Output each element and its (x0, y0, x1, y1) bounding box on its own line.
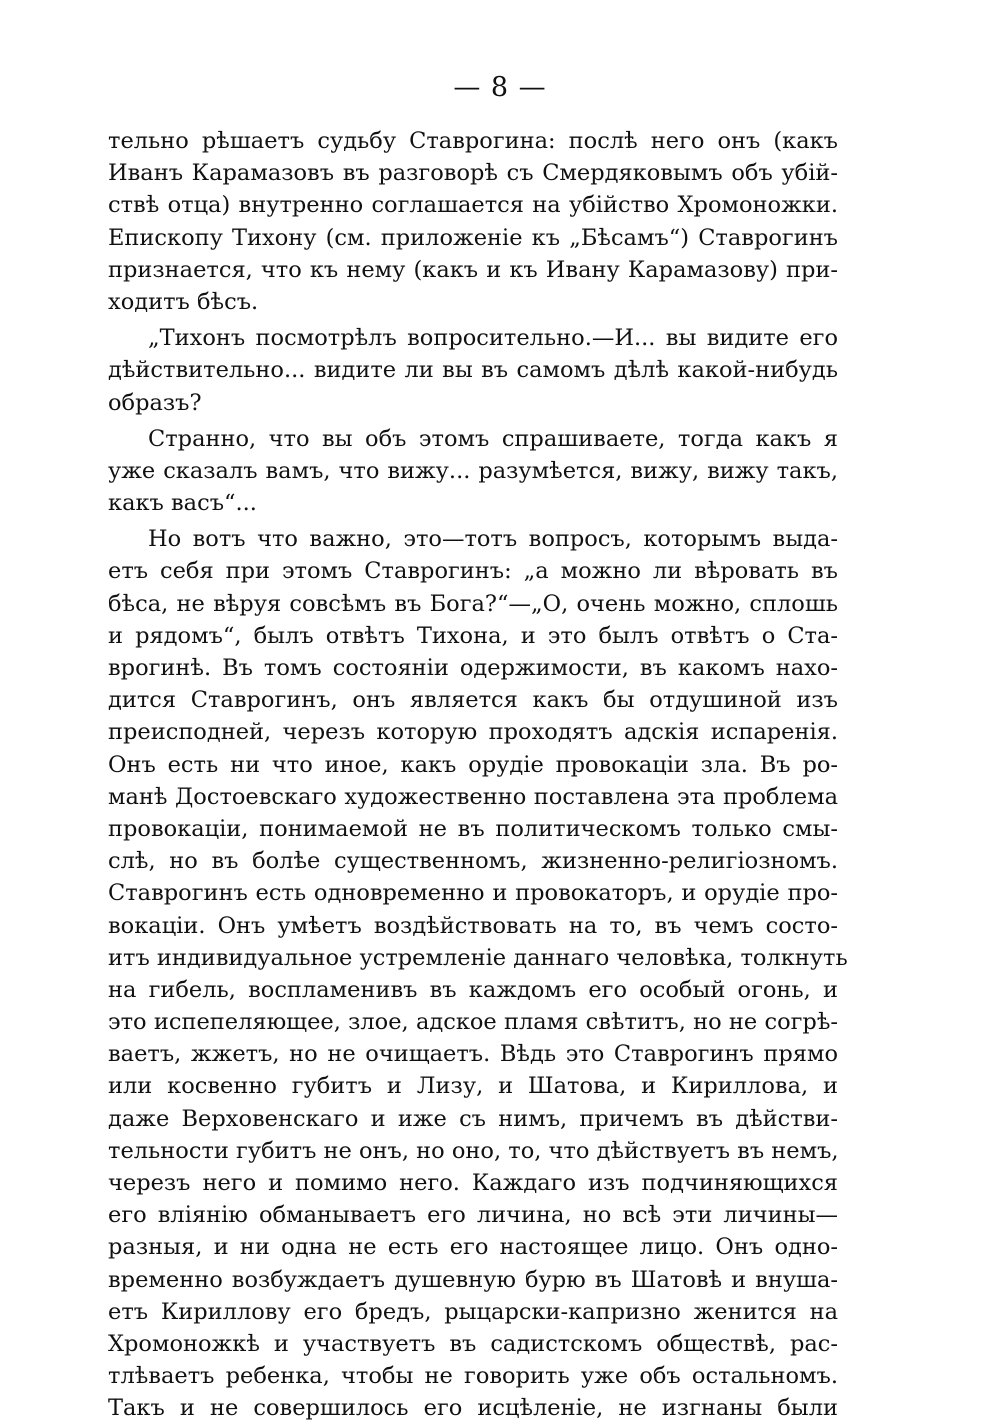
text-line: уже сказалъ вамъ, что вижу... разумѣется, вижу, вижу такъ, (108, 457, 838, 484)
text-line: Ставрогинъ есть одновременно и провокаторъ, и орудіе про- (108, 880, 838, 907)
text-line: ходитъ бѣсъ. (108, 288, 259, 315)
text-line: разныя, и ни одна не есть его настоящее лицо. Онъ одно- (108, 1234, 838, 1261)
text-line: преисподней, черезъ которую проходятъ адскія испаренія. (108, 719, 838, 746)
text-line: тлѣваетъ ребенка, чтобы не говорить уже объ остальномъ. (108, 1363, 838, 1390)
text-line: Иванъ Карамазовъ въ разговорѣ съ Смердяковымъ объ убій- (108, 160, 838, 187)
text-line: признается, что къ нему (какъ и къ Ивану Карамазову) при- (108, 256, 838, 283)
text-line: ствѣ отца) внутренно соглашается на убійство Хромоножки. (108, 192, 838, 219)
text-line: етъ Кириллову его бредъ, рыцарски-капризно женится на (108, 1298, 838, 1325)
text-line: Но вотъ что важно, это—тотъ вопросъ, которымъ выда- (148, 526, 838, 553)
text-line: тельности губитъ не онъ, но оно, то, что дѣйствуетъ въ немъ, (108, 1137, 839, 1164)
text-line: Хромоножкѣ и участвуетъ въ садистскомъ обществѣ, рас- (108, 1330, 838, 1357)
text-line: провокаціи, понимаемой не въ политическомъ только смы- (108, 815, 838, 842)
text-line: слѣ, но въ болѣе существенномъ, жизненно-религіозномъ. (108, 848, 838, 875)
text-line: и рядомъ“, былъ отвѣтъ Тихона, и это былъ отвѣтъ о Ста- (108, 622, 838, 649)
text-line: дится Ставрогинъ, онъ является какъ бы отдушиной изъ (108, 687, 838, 714)
text-line: итъ индивидуальное устремленіе даннаго человѣка, толкнуть (108, 944, 848, 971)
text-line: Странно, что вы объ этомъ спрашиваете, тогда какъ я (148, 425, 838, 452)
text-line: ваетъ, жжетъ, но не очищаетъ. Вѣдь это Ставрогинъ прямо (108, 1041, 838, 1068)
text-line: тельно рѣшаетъ судьбу Ставрогина: послѣ него онъ (какъ (108, 128, 838, 154)
text-line: бѣса, не вѣруя совсѣмъ въ Бога?“—„О, очень можно, сплошь (108, 590, 838, 617)
body-text (108, 125, 848, 1425)
text-line: етъ себя при этомъ Ставрогинъ: „а можно ли вѣровать въ (108, 558, 838, 585)
text-line: или косвенно губитъ и Лизу, и Шатова, и Кириллова, и (108, 1073, 838, 1100)
text-line: какъ васъ“... (108, 490, 257, 517)
text-line: черезъ него и помимо него. Каждаго изъ подчиняющихся (108, 1170, 838, 1196)
text-line: Онъ есть ни что иное, какъ орудіе провокаціи зла. Въ ро- (108, 751, 838, 778)
text-line: Епископу Тихону (см. приложеніе къ „Бѣсамъ“) Ставрогинъ (108, 224, 838, 251)
text-line: это испепеляющее, злое, адское пламя свѣтитъ, но не согрѣ- (108, 1009, 838, 1036)
text-line: „Тихонъ посмотрѣлъ вопросительно.—И... вы видите его (148, 325, 838, 352)
text-line: врогинѣ. Въ томъ состояніи одержимости, въ какомъ нахо- (108, 655, 838, 681)
text-line: на гибель, воспламенивъ въ каждомъ его особый огонь, и (108, 976, 838, 1003)
text-line: манѣ Достоевскаго художественно поставлена эта проблема (108, 783, 838, 810)
page-number: — 8 — (453, 72, 547, 103)
text-line: Такъ и не совершилось его исцѣленіе, не изгнаны были (108, 1395, 838, 1422)
text-line: временно возбуждаетъ душевную бурю въ Шатовѣ и внуша- (108, 1266, 838, 1293)
text-line: вокаціи. Онъ умѣетъ воздѣйствовать на то, въ чемъ состо- (108, 912, 838, 939)
text-line: дѣйствительно... видите ли вы въ самомъ дѣлѣ какой-нибудь (108, 357, 838, 384)
text-line: образъ? (108, 389, 202, 416)
text-line: даже Верховенскаго и иже съ нимъ, причемъ въ дѣйстви- (108, 1105, 838, 1132)
text-line: его вліянію обманываетъ его личина, но всѣ эти личины— (108, 1202, 838, 1229)
